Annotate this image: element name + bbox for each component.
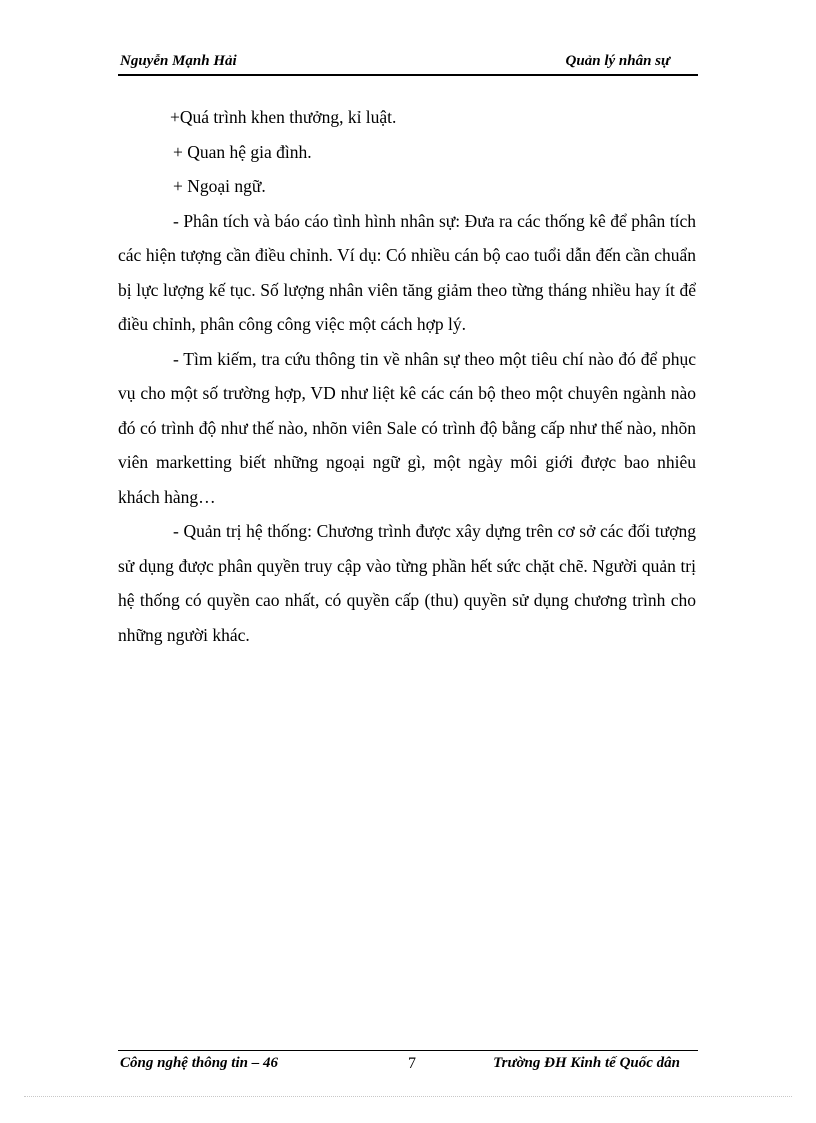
header-topic: Quản lý nhân sự — [565, 53, 670, 69]
footer-university: Trường ĐH Kinh tế Quốc dân — [493, 1055, 680, 1071]
page-bottom-edge — [24, 1096, 792, 1097]
header-author: Nguyễn Mạnh Hải — [120, 53, 237, 69]
list-item-family-relations: + Quan hệ gia đình. — [173, 141, 312, 162]
page-header — [118, 52, 698, 76]
list-item-rewards-discipline: +Quá trình khen thưởng, kỉ luật. — [170, 107, 397, 127]
footer-department: Công nghệ thông tin – 46 — [120, 1055, 278, 1071]
paragraph-system-admin: - Quản trị hệ thống: Chương trình được xây dựng trên cơ sở các đối tượng sử dụng được phân quyền truy cập vào từng phần hết sức chặt chẽ. Người quản trị hệ thống có quyền cao nhất, có quyền cấp (thu) quyền sử dụng chương trình cho những người khác. — [118, 521, 696, 645]
page-number: 7 — [408, 1055, 416, 1072]
page-footer — [118, 1050, 698, 1075]
paragraph-search-lookup: - Tìm kiếm, tra cứu thông tin về nhân sự theo một tiêu chí nào đó để phục vụ cho một số trường hợp, VD như liệt kê các cán bộ theo một chuyên ngành nào đó có trình độ như thế nào, nhõn viên Sale có trình độ bằng cấp như thế nào, nhõn viên marketting biết những ngoại ngữ gì, một ngày môi giới được bao nhiêu khách hàng… — [118, 348, 696, 507]
paragraph-analysis-reporting: - Phân tích và báo cáo tình hình nhân sự: Đưa ra các thống kê để phân tích các hiện tượng cần điều chỉnh. Ví dụ: Có nhiều cán bộ cao tuổi dẫn đến cần chuẩn bị lực lượng kế tục. Số lượng nhân viên tăng giảm theo từng tháng nhiều hay ít để điều chỉnh, phân công công việc một cách hợp lý. — [118, 210, 696, 334]
list-item-foreign-languages: + Ngoại ngữ. — [173, 176, 266, 196]
body-text — [118, 100, 696, 652]
